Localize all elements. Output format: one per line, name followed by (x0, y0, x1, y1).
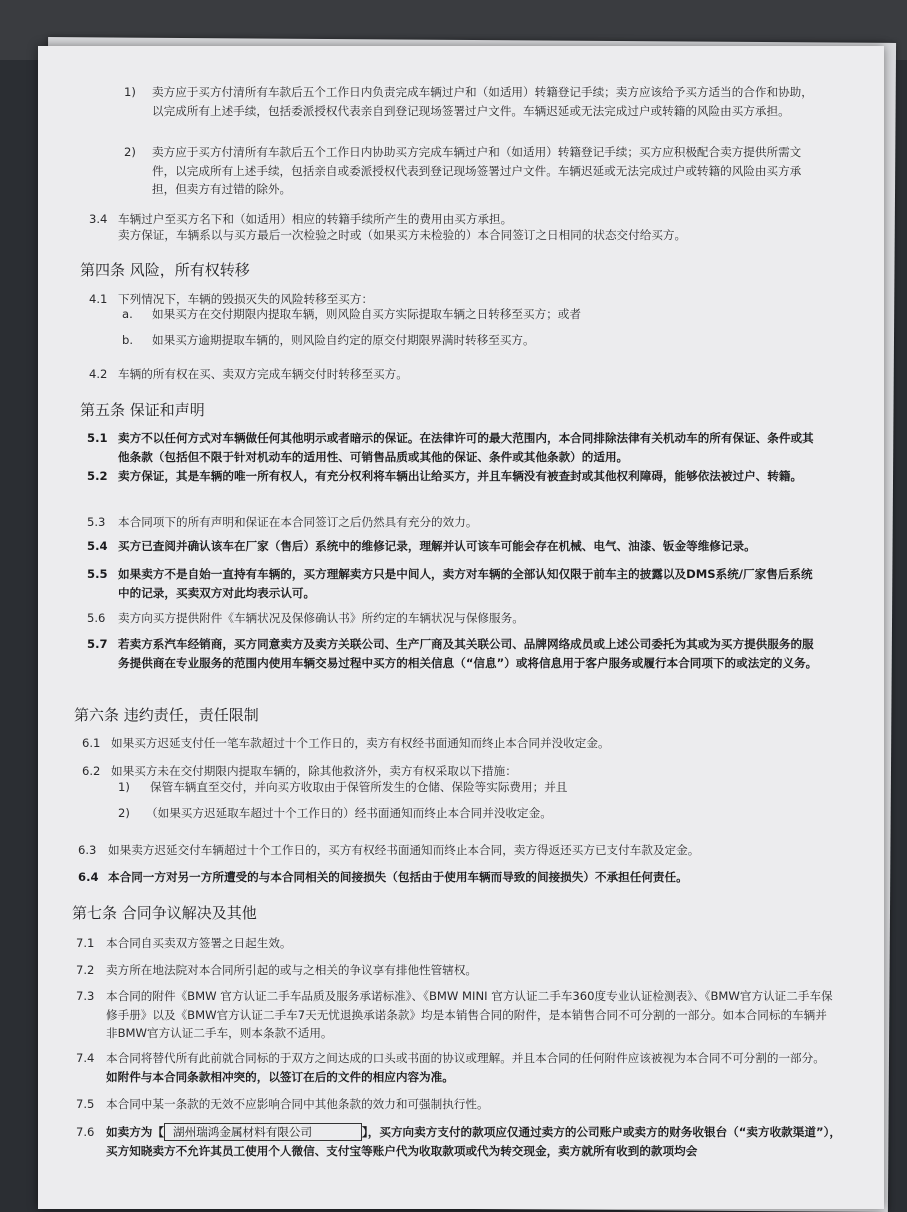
clause-rest: 】，买方向卖方支付的款项应仅通过卖方的公司账户或卖方的财务收银台（“卖方收款渠道”），买方知晓卖方不允许其员工使用个人微信、支付宝等账户代为收取款项或代为转交现金，卖方就所有收到的款项均会 (106, 1125, 841, 1158)
article-heading: 第五条 保证和声明 (80, 401, 205, 419)
clause-text: 车辆过户至买方名下和（如适用）相应的转籍手续所产生的费用由买方承担。 (118, 212, 513, 226)
clause-text-normal: 本合同将替代所有此前就合同标的于双方之间达成的口头或书面的协议或理解。并且本合同的任何附件应该被视为本合同不可分割的一部分。 (106, 1051, 825, 1065)
item-number: b. (122, 333, 134, 347)
clause-number: 6.2 (82, 764, 101, 778)
clause-text: 卖方所在地法院对本合同所引起的或与之相关的争议享有排他性管辖权。 (106, 963, 478, 977)
clause-number: 6.4 (78, 870, 99, 884)
clause-text: 本合同中某一条款的无效不应影响合同中其他条款的效力和可强制执行性。 (106, 1097, 489, 1111)
clause-number: 6.3 (78, 843, 97, 857)
clause-text: 如果买方未在交付期限内提取车辆的，除其他救济外，卖方有权采取以下措施： (111, 764, 517, 778)
clause-text: 卖方应于买方付清所有车款后五个工作日内协助买方完成车辆过户和（如适用）转籍登记手续；买方应积极配合卖方提供所需文件，以完成所有上述手续，包括亲自或委派授权代表到登记现场签署过户文件。车辆迟延或无法完成过户或转籍的风险由买方承担，但卖方有过错的除外。 (152, 145, 802, 196)
clause-text: 卖方不以任何方式对车辆做任何其他明示或者暗示的保证。在法律许可的最大范围内，本合同排除法律有关机动车的所有保证、条件或其他条款（包括但不限于针对机动车的适用性、可销售品质或其他的保证、条件或其他条款）的适用。 (118, 431, 814, 464)
clause-text: 本合同一方对另一方所遭受的与本合同相关的间接损失（包括由于使用车辆而导致的间接损失）不承担任何责任。 (108, 870, 688, 884)
article-heading: 第四条 风险，所有权转移 (80, 261, 250, 279)
clause-number: 5.7 (87, 637, 108, 651)
clause-text: 如果买方逾期提取车辆的，则风险自约定的原交付期限界满时转移至买方。 (152, 333, 535, 347)
clause-text: 卖方向买方提供附件《车辆状况及保修确认书》所约定的车辆状况与保修服务。 (118, 611, 524, 625)
clause-number: 7.6 (76, 1125, 95, 1139)
clause-text: 本合同的附件《BMW 官方认证二手车品质及服务承诺标准》、《BMW MINI 官方认证二手车360度专业认证检测表》、《BMW官方认证二手车保修手册》以及《BMW官方认证二手车7天无忧退换承诺条款》均是本销售合同的附件，是本销售合同不可分割的一部分。如本合同标的车辆并非BMW官方认证二手车，则本条款不适用。 (106, 989, 833, 1040)
clause-text: 卖方保证，车辆系以与买方最后一次检验之时或（如果买方未检验的）本合同签订之日相同的状态交付给买方。 (118, 228, 687, 242)
company-name-field: 湖州瑞鸿金属材料有限公司 (164, 1123, 362, 1141)
item-number: 1) (124, 85, 136, 99)
item-number: 2) (124, 145, 136, 159)
clause-text: 车辆的所有权在买、卖双方完成车辆交付时转移至买方。 (118, 367, 408, 381)
clause-number: 5.2 (87, 469, 108, 483)
article-heading: 第六条 违约责任，责任限制 (74, 706, 259, 724)
clause-text-bold: 如附件与本合同条款相冲突的，以签订在后的文件的相应内容为准。 (106, 1069, 454, 1084)
clause-number: 4.1 (89, 292, 108, 306)
clause-text (106, 1123, 841, 1160)
item-number: 1) (118, 780, 130, 794)
clause-number: 5.1 (87, 431, 108, 445)
clause-number: 7.5 (76, 1097, 95, 1111)
clause-text: （如果买方迟延取车超过十个工作日的）经书面通知而终止本合同并没收定金。 (146, 806, 552, 820)
clause-text: 本合同项下的所有声明和保证在本合同签订之后仍然具有充分的效力。 (118, 515, 478, 529)
clause-number: 5.6 (87, 611, 106, 625)
item-number: 2) (118, 806, 130, 820)
clause-text: 如果卖方迟延交付车辆超过十个工作日的，买方有权经书面通知而终止本合同，卖方得返还买方已支付车款及定金。 (108, 843, 700, 857)
clause-number: 7.4 (76, 1051, 95, 1065)
clause-number: 7.1 (76, 936, 95, 950)
clause-number: 4.2 (89, 367, 108, 381)
contract-page (38, 46, 884, 1209)
clause-number: 6.1 (82, 736, 101, 750)
clause-prefix: 如卖方为【 (106, 1125, 164, 1139)
clause-text: 保管车辆直至交付，并向买方收取由于保管所发生的仓储、保险等实际费用；并且 (150, 780, 568, 794)
clause-number: 7.2 (76, 963, 95, 977)
item-number: a. (122, 307, 133, 321)
clause-text: 若卖方系汽车经销商，买方同意卖方及卖方关联公司、生产厂商及其关联公司、品牌网络成员或上述公司委托为其或为买方提供服务的服务提供商在专业服务的范围内使用车辆交易过程中买方的相关信息（“信息”）或将信息用于客户服务或履行本合同项下的或法定的义务。 (118, 637, 818, 670)
clause-number: 5.3 (87, 515, 106, 529)
clause-text: 如果卖方不是自始一直持有车辆的，买方理解卖方只是中间人，卖方对车辆的全部认知仅限于前车主的披露以及DMS系统/厂家售后系统中的记录，买卖双方对此均表示认可。 (118, 567, 813, 600)
clause-number: 5.4 (87, 539, 108, 553)
clause-text: 本合同自买卖双方签署之日起生效。 (106, 936, 292, 950)
clause-text: 买方已查阅并确认该车在厂家（售后）系统中的维修记录，理解并认可该车可能会存在机械、电气、油漆、钣金等维修记录。 (118, 539, 756, 553)
clause-text (106, 1049, 836, 1086)
clause-number: 7.3 (76, 989, 95, 1003)
clause-text: 如果买方在交付期限内提取车辆，则风险自买方实际提取车辆之日转移至买方；或者 (152, 307, 581, 321)
clause-text: 如果买方迟延支付任一笔车款超过十个工作日的，卖方有权经书面通知而终止本合同并没收定金。 (111, 736, 610, 750)
clause-number: 3.4 (89, 212, 108, 226)
clause-text: 卖方应于买方付清所有车款后五个工作日内负责完成车辆过户和（如适用）转籍登记手续；卖方应该给予买方适当的合作和协助，以完成所有上述手续，包括委派授权代表亲自到登记现场签署过户文件。车辆迟延或无法完成过户或转籍的风险由买方承担。 (152, 85, 813, 118)
article-heading: 第七条 合同争议解决及其他 (72, 904, 257, 922)
clause-text: 卖方保证，其是车辆的唯一所有权人，有充分权利将车辆出让给买方，并且车辆没有被查封或其他权利障碍，能够依法被过户、转籍。 (118, 469, 803, 483)
clause-text: 下列情况下，车辆的毁损灭失的风险转移至买方： (118, 292, 374, 306)
clause-number: 5.5 (87, 567, 108, 581)
